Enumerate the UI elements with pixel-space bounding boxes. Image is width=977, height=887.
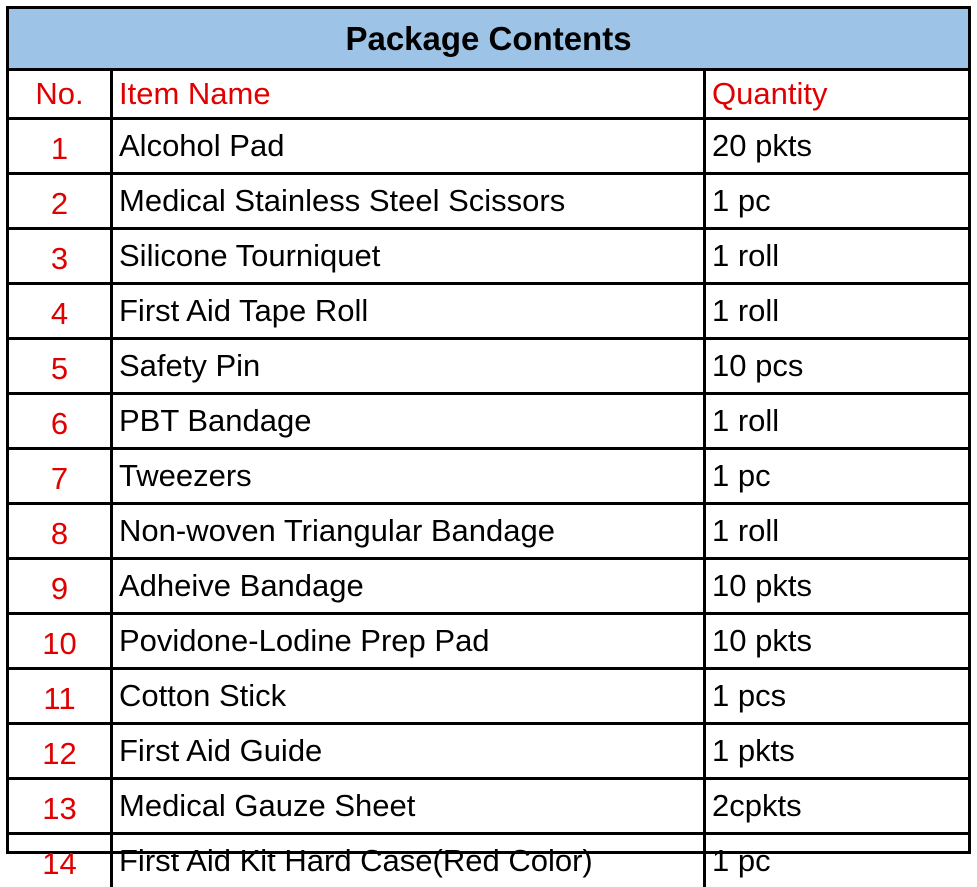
table-row [9, 119, 968, 174]
table-row [9, 229, 968, 284]
item-name-cell: Alcohol Pad [112, 119, 705, 174]
table-row [9, 779, 968, 834]
table-row [9, 339, 968, 394]
row-number: 3 [9, 229, 112, 284]
item-name-cell: Medical Gauze Sheet [112, 779, 705, 834]
quantity-cell: 1 pc [705, 174, 969, 229]
row-number: 11 [9, 669, 112, 724]
table-row [9, 284, 968, 339]
quantity-cell: 1 pkts [705, 724, 969, 779]
row-number: 8 [9, 504, 112, 559]
item-name-cell: Silicone Tourniquet [112, 229, 705, 284]
table-row [9, 449, 968, 504]
row-number: 5 [9, 339, 112, 394]
quantity-cell: 1 roll [705, 229, 969, 284]
row-number: 12 [9, 724, 112, 779]
table-row [9, 724, 968, 779]
quantity-cell: 10 pkts [705, 559, 969, 614]
table-row [9, 394, 968, 449]
row-number: 4 [9, 284, 112, 339]
table-title: Package Contents [9, 9, 968, 71]
item-name-cell: PBT Bandage [112, 394, 705, 449]
item-name-cell: Povidone-Lodine Prep Pad [112, 614, 705, 669]
row-number: 10 [9, 614, 112, 669]
row-number: 14 [9, 834, 112, 887]
package-contents-table [6, 6, 971, 854]
item-name-cell: First Aid Guide [112, 724, 705, 779]
quantity-cell: 2cpkts [705, 779, 969, 834]
contents-grid [9, 71, 968, 887]
item-name-cell: Medical Stainless Steel Scissors [112, 174, 705, 229]
quantity-cell: 10 pkts [705, 614, 969, 669]
quantity-cell: 1 pc [705, 449, 969, 504]
row-number: 2 [9, 174, 112, 229]
quantity-cell: 1 pcs [705, 669, 969, 724]
item-name-cell: First Aid Kit Hard Case(Red Color) [112, 834, 705, 887]
table-row [9, 669, 968, 724]
table-row [9, 504, 968, 559]
quantity-cell: 1 roll [705, 284, 969, 339]
header-no: No. [9, 71, 112, 119]
header-row [9, 71, 968, 119]
item-name-cell: Non-woven Triangular Bandage [112, 504, 705, 559]
table-row [9, 174, 968, 229]
row-number: 13 [9, 779, 112, 834]
quantity-cell: 1 pc [705, 834, 969, 887]
row-number: 9 [9, 559, 112, 614]
item-name-cell: First Aid Tape Roll [112, 284, 705, 339]
row-number: 7 [9, 449, 112, 504]
item-name-cell: Tweezers [112, 449, 705, 504]
quantity-cell: 10 pcs [705, 339, 969, 394]
quantity-cell: 1 roll [705, 394, 969, 449]
table-row [9, 559, 968, 614]
table-row [9, 834, 968, 887]
quantity-cell: 20 pkts [705, 119, 969, 174]
row-number: 1 [9, 119, 112, 174]
quantity-cell: 1 roll [705, 504, 969, 559]
row-number: 6 [9, 394, 112, 449]
item-name-cell: Cotton Stick [112, 669, 705, 724]
header-item-name: Item Name [112, 71, 705, 119]
item-name-cell: Adheive Bandage [112, 559, 705, 614]
header-quantity: Quantity [705, 71, 969, 119]
table-row [9, 614, 968, 669]
item-name-cell: Safety Pin [112, 339, 705, 394]
